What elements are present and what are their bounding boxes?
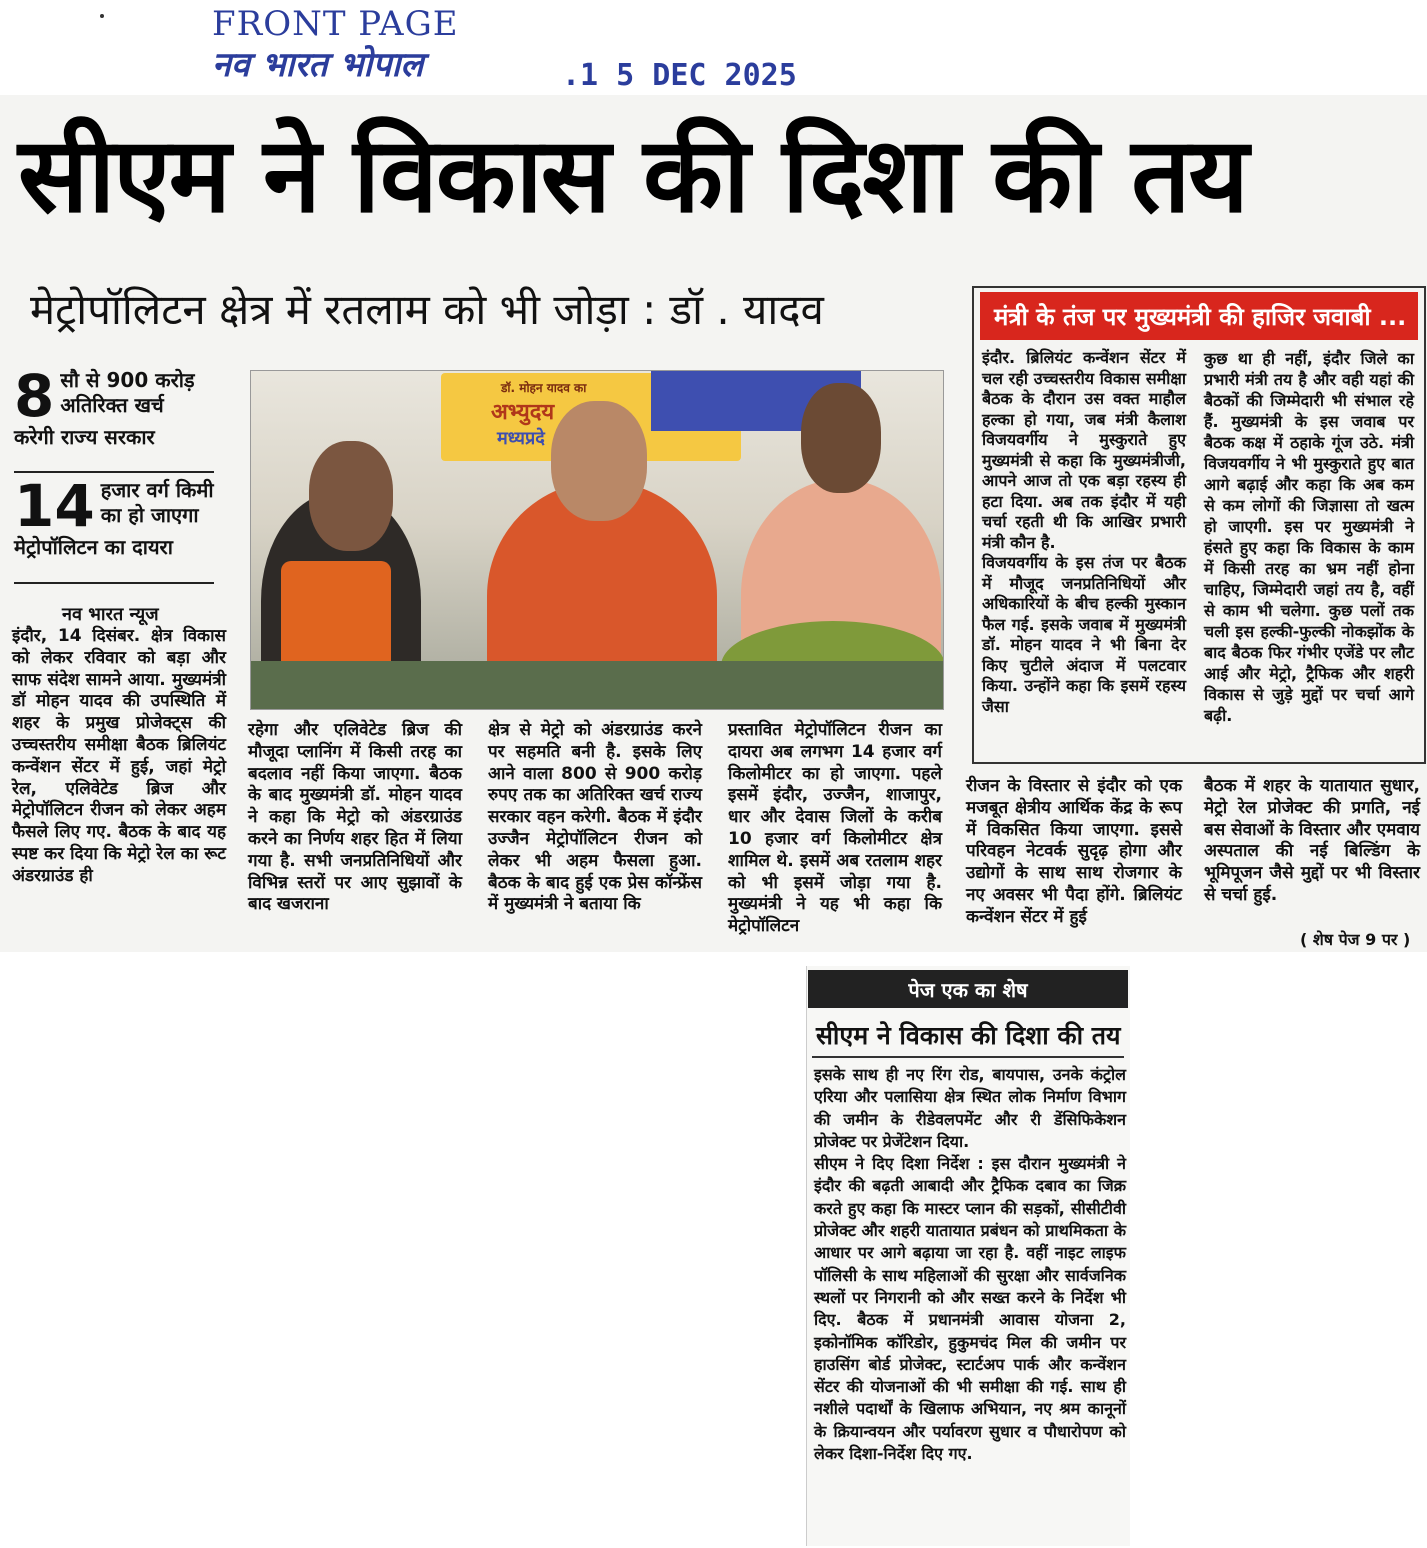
fact-1-line1: सौ से 900 करोड़	[60, 368, 195, 392]
article-column-4: प्रस्तावित मेट्रोपॉलिटन रीजन का दायरा अब लगभग 14 हजार वर्ग किलोमीटर का हो जाएगा. पहले इसमें इंदौर, उज्जैन, शाजापुर, धार और देवास जिलों के करीब 10 हजार वर्ग किलोमीटर क्षेत्र शामिल थे. इसमें अब रतलाम शहर को भी इसमें जोड़ा गया है. मुख्यमंत्री ने यह भी कहा कि मेट्रोपॉलिटन	[728, 720, 942, 937]
fact-box-1	[14, 362, 224, 450]
article-column-1: इंदौर, 14 दिसंबर. क्षेत्र विकास को लेकर रविवार को बड़ा और साफ संदेश सामने आया. मुख्यमंत्री डॉ मोहन यादव की उपस्थिति में शहर के प्रमुख प्रोजेक्ट्स की उच्चस्तरीय समीक्षा बैठक ब्रिलियंट कन्वेंशन सेंटर में हुई, जहां मेट्रो रेल, एलिवेटेड ब्रिज और मेट्रोपॉलिटन रीजन को लेकर अहम फैसले लिए गए. बैठक के बाद यह स्पष्ट कर दिया कि मेट्रो रेल का रूट अंडरग्राउंड ही	[12, 626, 226, 886]
fact-2-line2: का हो जाएगा	[100, 503, 199, 527]
headline: सीएम ने विकास की दिशा की तय	[18, 114, 1247, 236]
continuation-para-1: इसके साथ ही नए रिंग रोड, बायपास, उनके कंट्रोल एरिया और पलासिया क्षेत्र स्थित लोक निर्माण विभाग की जमीन के रीडेवलपमेंट और री डेंसिफिकेशन प्रोजेक्ट पर प्रेजेंटेशन दिया.	[814, 1065, 1126, 1151]
article-column-5: रीजन के विस्तार से इंदौर को एक मजबूत क्षेत्रीय आर्थिक केंद्र के रूप में विकसित किया जाएगा. इससे परिवहन नेटवर्क सुदृढ़ होगा और उद्योगों के साथ साथ रोजगार के नए अवसर भी पैदा होंगे. ब्रिलियंट कन्वेंशन सेंटर में हुई	[966, 776, 1182, 927]
sidebar-column-1	[982, 348, 1186, 717]
stamp-date: .1 5 DEC 2025	[562, 58, 797, 93]
person-right-head	[801, 383, 881, 493]
sidebar-column-2: कुछ था ही नहीं, इंदौर जिले का प्रभारी मंत्री तय है और वही यहां की बैठकों की जिम्मेदारी भी संभाल रहे हैं. मुख्यमंत्री के इस जवाब पर बैठक कक्ष में ठहाके गूंज उठे. मंत्री विजयवर्गीय ने भी मुस्कुराते हुए बात आगे बढ़ाई और कहा कि अब कम से कम लोगों की जिज्ञासा तो खत्म हो जाएगी. इस पर मुख्यमंत्री ने हंसते हुए कहा कि विकास के काम में किसी तरह का भ्रम नहीं होना चाहिए, जिम्मेदारी जहां तय है, वहीं से काम भी चलेगा. कुछ पलों तक चली इस हल्की-फुल्की नोकझोंक के बाद बैठक फिर गंभीर एजेंडे पर लौट आई और मेट्रो, ट्रैफिक और शहरी विकास से जुड़े मुद्दों पर चर्चा आगे बढ़ी.	[1204, 349, 1414, 725]
banner-text-2: अभ्युदय	[491, 400, 555, 425]
fact-divider	[14, 582, 214, 584]
fact-2-number: 14	[14, 472, 95, 540]
continuation-label: पेज एक का शेष	[808, 970, 1128, 1008]
fact-1-line3: करेगी राज्य सरकार	[14, 425, 155, 449]
news-photo	[250, 370, 944, 710]
banner-text-1: डॉ. मोहन यादव का	[501, 381, 587, 395]
sidebar-para-2: विजयवर्गीय के इस तंज पर बैठक में मौजूद जनप्रतिनिधियों और अधिकारियों के बीच हल्की मुस्कान फैल गई. इसके जवाब में मुख्यमंत्री डॉ. मोहन यादव ने भी बिना देर किए चुटीले अंदाज में पलटवार किया. उन्होंने कहा कि इसमें रहस्य जैसा	[982, 553, 1186, 716]
continuation-para-2-lead: सीएम ने दिए दिशा निर्देश :	[814, 1154, 984, 1174]
speck	[100, 14, 104, 18]
continuation-body	[814, 1064, 1126, 1465]
fact-2-line3: मेट्रोपॉलिटन का दायरा	[14, 535, 173, 559]
sidebar-heading: मंत्री के तंज पर मुख्यमंत्री की हाजिर जवाबी ...	[980, 292, 1418, 340]
stamp-front-page: FRONT PAGE	[212, 4, 459, 44]
banner-text-3: मध्यप्रदे	[497, 428, 545, 449]
continuation-rule	[812, 1056, 1124, 1058]
sidebar-para-1: इंदौर. ब्रिलियंट कन्वेंशन सेंटर में चल रही उच्चस्तरीय विकास समीक्षा बैठक के दौरान उस वक्त माहौल हल्का हो गया, जब मंत्री कैलाश विजयवर्गीय ने मुस्कुराते हुए मुख्यमंत्री से कहा कि मुख्यमंत्रीजी, आपने आज तो एक बड़ा रहस्य ही हटा दिया. अब तक इंदौर में यही चर्चा रहती थी कि आखिर प्रभारी मंत्री कौन है.	[982, 348, 1186, 552]
continuation-para-2: इस दौरान मुख्यमंत्री ने इंदौर की बढ़ती आबादी और ट्रैफिक दबाव का जिक्र करते हुए कहा कि मास्टर प्लान की सड़कों, सीसीटीवी प्रोजेक्ट और शहरी यातायात प्रबंधन को प्राथमिकता के आधार पर आगे बढ़ाया जा रहा है. वहीं नाइट लाइफ पॉलिसी के साथ महिलाओं की सुरक्षा और सार्वजनिक स्थलों पर निगरानी को और सख्त करने के निर्देश भी दिए. बैठक में प्रधानमंत्री आवास योजना 2, इकोनॉमिक कॉरिडोर, हुकुमचंद मिल की जमीन पर हाउसिंग बोर्ड प्रोजेक्ट, स्टार्टअप पार्क और कन्वेंशन सेंटर की योजनाओं की भी समीक्षा की गई. साथ ही नशीले पदार्थों के खिलाफ अभियान, नए श्रम कानूनों के क्रियान्वयन और पर्यावरण सुधार व पौधारोपण को लेकर दिशा-निर्देश दिए गए.	[814, 1154, 1126, 1464]
subheadline: मेट्रोपॉलिटन क्षेत्र में रतलाम को भी जोड़ा : डॉ . यादव	[30, 285, 824, 334]
article-column-3: क्षेत्र से मेट्रो को अंडरग्राउंड करने पर सहमति बनी है. इसके लिए आने वाला 800 से 900 करोड़ रुपए तक का अतिरिक्त खर्च राज्य सरकार वहन करेगी. बैठक में इंदौर उज्जैन मेट्रोपॉलिटन रीजन को लेकर भी अहम फैसला हुआ. बैठक के बाद हुई एक प्रेस कॉन्फ्रेंस में मुख्यमंत्री ने बताया कि	[488, 720, 702, 915]
continuation-title: सीएम ने विकास की दिशा की तय	[816, 1021, 1121, 1050]
fact-1-line2: अतिरिक्त खर्च	[60, 393, 164, 417]
article-column-6: बैठक में शहर के यातायात सुधार, मेट्रो रेल प्रोजेक्ट की प्रगति, नई बस सेवाओं के विस्तार और एमवाय अस्पताल की नई बिल्डिंग के भूमिपूजन जैसे मुद्दों पर भी विस्तार से चर्चा हुई.	[1204, 776, 1420, 905]
person-center-head	[551, 401, 647, 521]
conference-table	[251, 661, 944, 710]
continued-note: ( शेष पेज 9 पर )	[1300, 930, 1411, 949]
fact-2-line1: हजार वर्ग किमी	[100, 478, 214, 502]
stamp-city: नव भारत भोपाल	[212, 45, 424, 85]
person-left-head	[309, 441, 393, 551]
byline: नव भारत न्यूज	[62, 604, 159, 625]
article-column-2: रहेगा और एलिवेटेड ब्रिज की मौजूदा प्लानिंग में किसी तरह का बदलाव नहीं किया जाएगा. बैठक के बाद मुख्यमंत्री डॉ. मोहन यादव ने कहा कि मेट्रो को अंडरग्राउंड करने का निर्णय शहर हित में लिया गया है. सभी जनप्रतिनिधियों और विभिन्न स्तरों पर आए सुझावों के बाद खजराना	[248, 720, 462, 915]
fact-1-number: 8	[14, 362, 55, 430]
fact-box-2	[14, 472, 224, 560]
